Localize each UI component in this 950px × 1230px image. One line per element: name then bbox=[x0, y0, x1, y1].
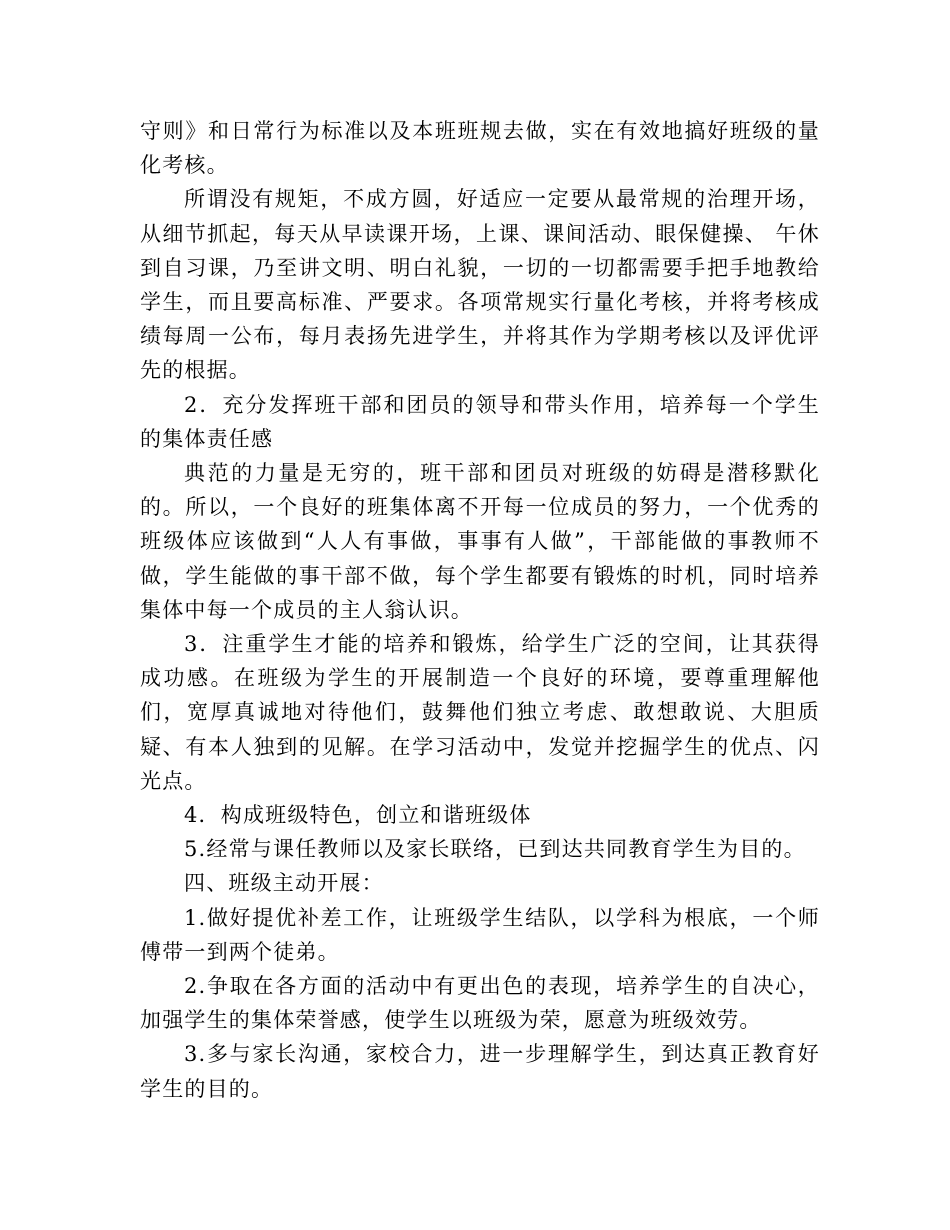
paragraph-activity-3: 3.多与家长沟通，家校合力，进一步理解学生，到达真正教育好学生的目的。 bbox=[140, 1042, 820, 1101]
paragraph-routine-management: 所谓没有规矩，不成方圆，好适应一定要从最常规的治理开场，从细节抓起，每天从早读课开场，上课、课间活动、眼保健操、 午休到自习课，乃至讲文明、明白礼貌，一切的一切都需要手把手地教给学生，而且要高标准、严要求。各项常规实行量化考核，并将考核成绩每周一公布，每月表扬先进学生，并将其作为学期考核以及评优评先的根据。 bbox=[140, 187, 820, 383]
paragraph-item-4: 4．构成班级特色，创立和谐班级体 bbox=[184, 803, 532, 828]
document-page bbox=[140, 114, 820, 1106]
paragraph-item-3: 3．注重学生才能的培养和锻炼，给学生广泛的空间，让其获得成功感。在班级为学生的开展制造一个良好的环境，要尊重理解他们，宽厚真诚地对待他们，鼓舞他们独立考虑、敢想敢说、大胆质疑、有本人独到的见解。在学习活动中，发觉并挖掘学生的优点、闪光点。 bbox=[140, 632, 820, 793]
paragraph-role-model: 典范的力量是无穷的，班干部和团员对班级的妨碍是潜移默化的。所以，一个良好的班集体离不开每一位成员的努力，一个优秀的班级体应该做到“人人有事做，事事有人做”，干部能做的事教师不做，学生能做的事干部不做，每个学生都要有锻炼的时机，同时培养集体中每一个成员的主人翁认识。 bbox=[140, 461, 820, 622]
paragraph-heading-2: 2．充分发挥班干部和团员的领导和带头作用，培养每一个学生的集体责任感 bbox=[140, 392, 820, 451]
paragraph-activity-2: 2.争取在各方面的活动中有更出色的表现，培养学生的自决心，加强学生的集体荣誉感，使学生以班级为荣，愿意为班级效劳。 bbox=[140, 974, 820, 1033]
paragraph-item-5: 5.经常与课任教师以及家长联络，已到达共同教育学生为目的。 bbox=[184, 837, 806, 862]
section-heading-4: 四、班级主动开展： bbox=[184, 871, 384, 896]
paragraph-activity-1: 1.做好提优补差工作，让班级学生结队，以学科为根底，一个师傅带一到两个徒弟。 bbox=[140, 905, 820, 964]
paragraph-continuation: 守则》和日常行为标准以及本班班规去做，实在有效地搞好班级的量化考核。 bbox=[140, 119, 820, 178]
